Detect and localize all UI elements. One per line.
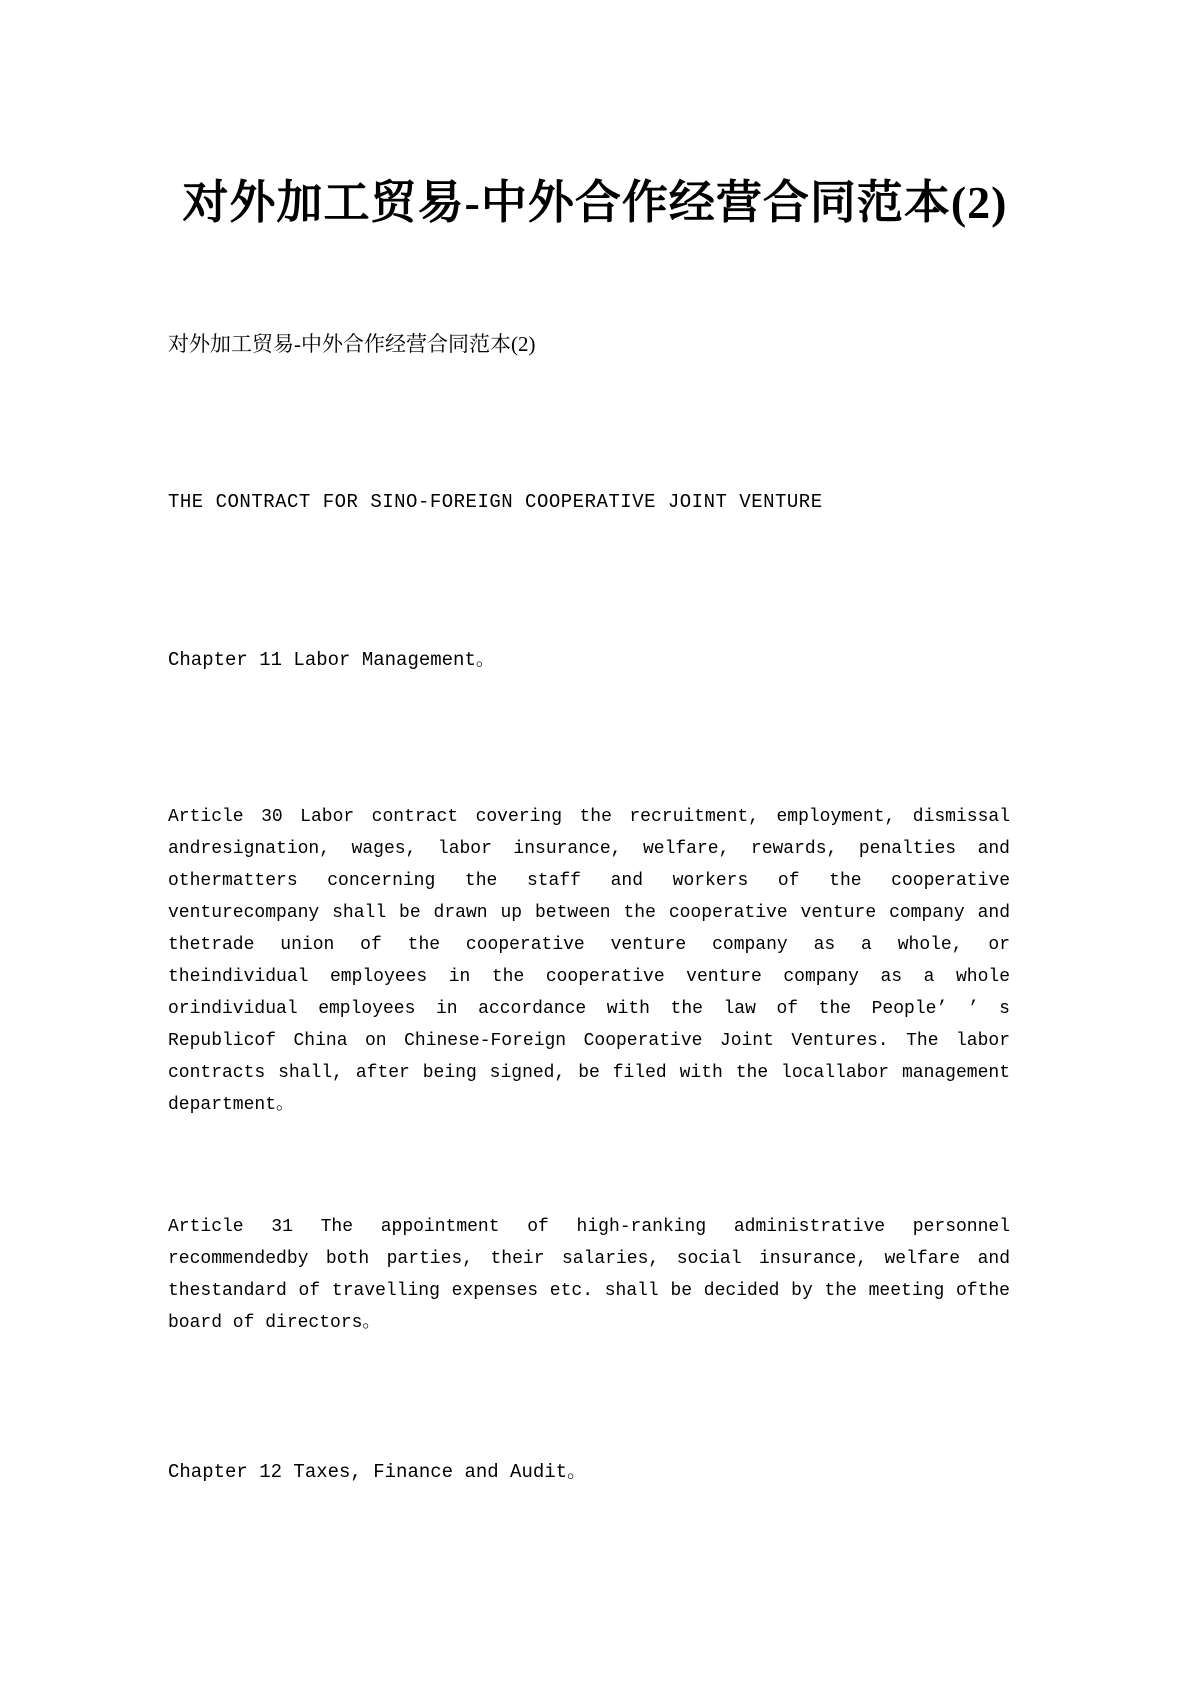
document-subtitle: 对外加工贸易-中外合作经营合同范本(2) [168, 332, 536, 356]
article-30-paragraph: Article 30 Labor contract covering the recruitment, employment, dismissal andresignation, wages, labor insurance, welfare, rewards, penalties and othermatters concerning the staff and workers of the cooperative venturecompany shall be drawn up between the cooperative venture company and thetrade union of the cooperative venture company as a whole, or theindividual employees in the cooperative venture company as a whole orindividual employees in accordance with the law of the People’ ’ s Republicof China on Chinese-Foreign Cooperative Joint Ventures. The labor contracts shall, after being signed, be filed with the locallabor management department。 [168, 807, 1010, 1115]
chapter-11-heading: Chapter 11 Labor Management。 [168, 649, 495, 671]
chapter-12-heading: Chapter 12 Taxes, Finance and Audit。 [168, 1461, 587, 1483]
article-31-paragraph: Article 31 The appointment of high-ranking administrative personnel recommendedby both parties, their salaries, social insurance, welfare and thestandard of travelling expenses etc. shall be decided by the meeting ofthe board of directors。 [168, 1217, 1010, 1333]
document-title: 对外加工贸易-中外合作经营合同范本(2) [182, 176, 1008, 228]
contract-english-heading: THE CONTRACT FOR SINO-FOREIGN COOPERATIVE JOINT VENTURE [168, 491, 823, 513]
